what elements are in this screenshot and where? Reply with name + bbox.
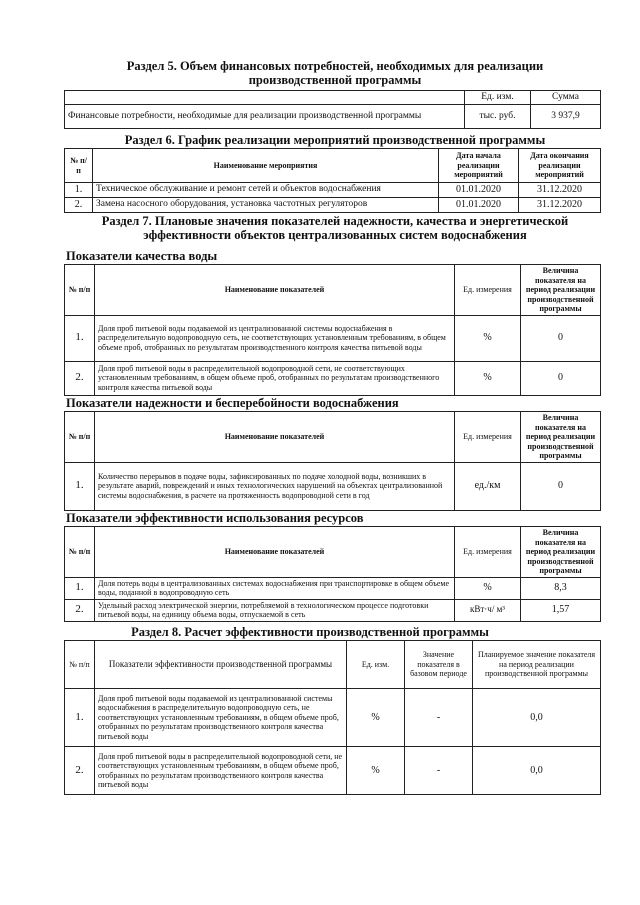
table-row: 1. Количество перерывов в подаче воды, зафиксированных по подаче холодной воды, возникших в результате аварий, повреждений и иных технологических нарушений на объектах централизованной системы водоснабжения, в расчете на протяженность водопроводной сети в год ед./км 0	[65, 462, 601, 510]
table-row: 2. Доля проб питьевой воды в распределительной водопроводной сети, не соответствующих установленным требованиям, в общем объеме проб, отобранных по результатам производственного контроля качества питьевой воды % 0	[65, 361, 601, 395]
table-row: 2. Удельный расход электрической энергии, потребляемой в технологическом процессе подготовки питьевой воды, на единицу объема воды, отпускаемой в сеть кВт·ч/ м³ 1,57	[65, 599, 601, 621]
table-row: 1. Техническое обслуживание и ремонт сетей и объектов водоснабжения 01.01.2020 31.12.2020	[65, 183, 601, 198]
reliability-indicators-table: № п/п Наименование показателей Ед. измерения Величина показателя на период реализации производственной программы 1. Количество перерывов в подаче воды, зафиксированных по подаче холодной воды, возникших в результате аварий, повреждений и иных технологических нарушений на объектах централизованной системы водоснабжения, в расчете на протяженность водопроводной сети в год ед./км 0	[64, 411, 601, 511]
header-end-date: Дата окончания реализации мероприятий	[519, 149, 601, 183]
table-row: 1. Доля потерь воды в централизованных системах водоснабжения при транспортировке в общем объеме воды, поданной в водопроводную сеть % 8,3	[65, 577, 601, 599]
section-6-table	[64, 148, 601, 213]
quality-indicators-table: № п/п Наименование показателей Ед. измерения Величина показателя на период реализации производственной программы 1. Доля проб питьевой воды подаваемой из централизованной системы водоснабжения в распределительную водопроводную сеть, не соответствующих установленным требованиям, в общем объеме проб, отобранных по результатам производственного контроля качества питьевой воды % 0 2. Доля проб питьевой воды в распределительной водопроводной сети, не соответствующих установленным требованиям, в общем объеме проб, отобранных по результатам производственного контроля качества питьевой воды % 0	[64, 264, 601, 396]
fin-needs-sum: 3 937,9	[531, 105, 601, 129]
efficiency-indicators-table: № п/п Наименование показателей Ед. измерения Величина показателя на период реализации производственной программы 1. Доля потерь воды в централизованных системах водоснабжения при транспортировке в общем объеме воды, поданной в водопроводную сеть % 8,3 2. Удельный расход электрической энергии, потребляемой в технологическом процессе подготовки питьевой воды, на единицу объема воды, отпускаемой в сеть кВт·ч/ м³ 1,57	[64, 526, 601, 622]
section-8-table: № п/п Показатели эффективности производственной программы Ед. изм. Значение показателя в базовом периоде Планируемое значение показателя на период реализации производственной программы 1. Доля проб питьевой воды подаваемой из централизованной системы водоснабжения в распределительную водопроводную сеть, не соответствующих установленным требованиям, в общем объеме проб, отобранных по результатам производственного контроля качества питьевой воды % - 0,0 2. Доля проб питьевой воды в распределительной водопроводной сети, не соответствующих установленным требованиям, в общем объеме проб, отобранных по результатам производственного контроля качества питьевой воды % - 0,0	[64, 640, 601, 795]
table-row: 2. Замена насосного оборудования, установка частотных регуляторов 01.01.2020 31.12.2020	[65, 198, 601, 213]
section-6-title: Раздел 6. График реализации мероприятий производственной программы	[124, 133, 546, 147]
section-5-title: Раздел 5. Объем финансовых потребностей, необходимых для реализации производственной программы	[126, 59, 544, 87]
quality-indicators-title: Показатели качества воды	[66, 249, 218, 263]
fin-needs-unit: тыс. руб.	[465, 105, 531, 129]
reliability-indicators-title: Показатели надежности и бесперебойности водоснабжения	[66, 396, 399, 410]
header-sum: Сумма	[531, 91, 601, 105]
table-row: 1. Доля проб питьевой воды подаваемой из централизованной системы водоснабжения в распределительную водопроводную сеть, не соответствующих установленным требованиям, в общем объеме проб, отобранных по результатам производственного контроля качества питьевой воды % 0	[65, 315, 601, 361]
section-8-title: Раздел 8. Расчет эффективности производственной программы	[131, 625, 489, 639]
header-num: № п/п	[65, 149, 93, 183]
header-start-date: Дата начала реализации мероприятий	[439, 149, 519, 183]
table-row: 2. Доля проб питьевой воды в распределительной водопроводной сети, не соответствующих установленным требованиям, в общем объеме проб, отобранных по результатам производственного контроля качества питьевой воды % - 0,0	[65, 747, 601, 795]
header-event-name: Наименование мероприятия	[93, 149, 439, 183]
section-5-table	[64, 90, 601, 129]
efficiency-indicators-title: Показатели эффективности использования ресурсов	[66, 511, 364, 525]
section-7-title: Раздел 7. Плановые значения показателей надежности, качества и энергетической эффективности объектов централизованных систем водоснабжения	[101, 214, 569, 242]
fin-needs-label: Финансовые потребности, необходимые для реализации производственной программы	[65, 105, 465, 129]
table-row: 1. Доля проб питьевой воды подаваемой из централизованной системы водоснабжения в распределительную водопроводную сеть, не соответствующих установленным требованиям, в общем объеме проб, отобранных по результатам производственного контроля качества питьевой воды % - 0,0	[65, 689, 601, 747]
header-unit: Ед. изм.	[465, 91, 531, 105]
